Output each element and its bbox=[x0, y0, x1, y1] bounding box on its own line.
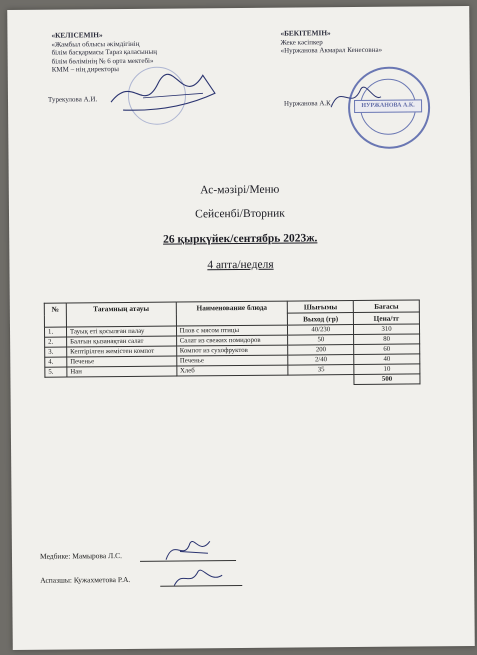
approval-left-line: білім бөлімінің № 6 орта мектебі» bbox=[51, 56, 154, 66]
row-name-ru: Компот из сухофруктов bbox=[176, 345, 288, 356]
header-yield-ru: Выход (гр) bbox=[288, 313, 354, 326]
row-name-kz: Тауық еті қосылған палау bbox=[66, 326, 176, 337]
row-name-ru: Салат из свежих помидоров bbox=[176, 335, 288, 346]
approval-right-line: Жеке кәсіпкер bbox=[280, 37, 323, 47]
row-price: 80 bbox=[354, 334, 420, 345]
row-name-kz: Кептірілген жемістен компот bbox=[67, 346, 177, 357]
row-num: 4. bbox=[45, 357, 67, 367]
approval-left-heading: «КЕЛІСЕМІН» bbox=[51, 30, 103, 40]
row-name-kz: Печенье bbox=[67, 356, 177, 367]
director-signature-icon bbox=[103, 63, 223, 119]
row-num: 2. bbox=[45, 337, 67, 347]
total-spacer bbox=[177, 375, 289, 386]
total-row bbox=[45, 374, 420, 387]
row-name-ru: Плов с мясом птицы bbox=[176, 325, 288, 336]
cook-signature-icon bbox=[170, 563, 226, 593]
row-yield: 2/40 bbox=[288, 355, 354, 366]
week-title: 4 апта/неделя bbox=[207, 258, 274, 272]
row-name-ru: Печенье bbox=[176, 355, 288, 366]
approval-left-line: білім басқармасы Тараз қаласының bbox=[51, 47, 157, 57]
total-spacer bbox=[288, 375, 354, 386]
row-name-kz: Балғын қызанақтан салат bbox=[67, 336, 177, 347]
date-title: 26 қыркүйек/сентябрь 2023ж. bbox=[163, 232, 318, 246]
row-price: 310 bbox=[354, 324, 420, 335]
cook-signature-line: Аспазшы: Кужахметова Р.А. bbox=[40, 574, 131, 585]
approval-left-signer: Турекулова А.И. bbox=[47, 95, 98, 104]
row-yield: 200 bbox=[288, 345, 354, 356]
approval-right-heading: «БЕКІТЕМІН» bbox=[280, 28, 331, 38]
header-price-ru: Цена/тг bbox=[354, 312, 420, 325]
row-num: 5. bbox=[45, 367, 67, 377]
approval-left-line: КММ – нің директоры bbox=[51, 65, 119, 75]
header-yield-kz: Шығымы bbox=[288, 301, 354, 314]
approval-right-signer: Нуржанова А.К. bbox=[284, 99, 333, 108]
menu-document bbox=[7, 6, 475, 650]
approval-right bbox=[280, 28, 430, 55]
header-name-kz: Тағамның атауы bbox=[66, 302, 176, 327]
day-title: Сейсенбі/Вторник bbox=[195, 207, 285, 221]
row-price: 60 bbox=[354, 344, 420, 355]
row-price: 10 bbox=[354, 364, 420, 375]
row-name-ru: Хлеб bbox=[176, 365, 288, 376]
approval-right-line: «Нуржанова Акмарал Кенесовна» bbox=[280, 45, 383, 55]
row-name-kz: Нан bbox=[67, 366, 177, 377]
nurse-signature-line: Медбике: Мамырова Л.С. bbox=[39, 551, 122, 561]
header-name-ru: Наименование блюда bbox=[176, 301, 288, 326]
row-num: 3. bbox=[45, 347, 67, 357]
total-price: 500 bbox=[354, 374, 420, 385]
entrepreneur-stamp-icon bbox=[348, 66, 431, 149]
approval-left-line: «Жамбыл облысы әкімдігінің bbox=[51, 39, 140, 49]
row-yield: 50 bbox=[288, 335, 354, 346]
row-yield: 35 bbox=[288, 365, 354, 376]
stamp-text: НУРЖАНОВА А.К. bbox=[354, 99, 422, 113]
row-yield: 40/230 bbox=[288, 325, 354, 336]
total-spacer bbox=[67, 376, 177, 387]
row-price: 40 bbox=[354, 354, 420, 365]
total-spacer bbox=[45, 377, 67, 387]
menu-table bbox=[44, 299, 421, 387]
menu-title: Ас-мәзірі/Меню bbox=[200, 183, 280, 197]
row-num: 1. bbox=[44, 327, 66, 337]
header-price-kz: Бағасы bbox=[353, 300, 419, 313]
header-num: № bbox=[44, 303, 66, 327]
